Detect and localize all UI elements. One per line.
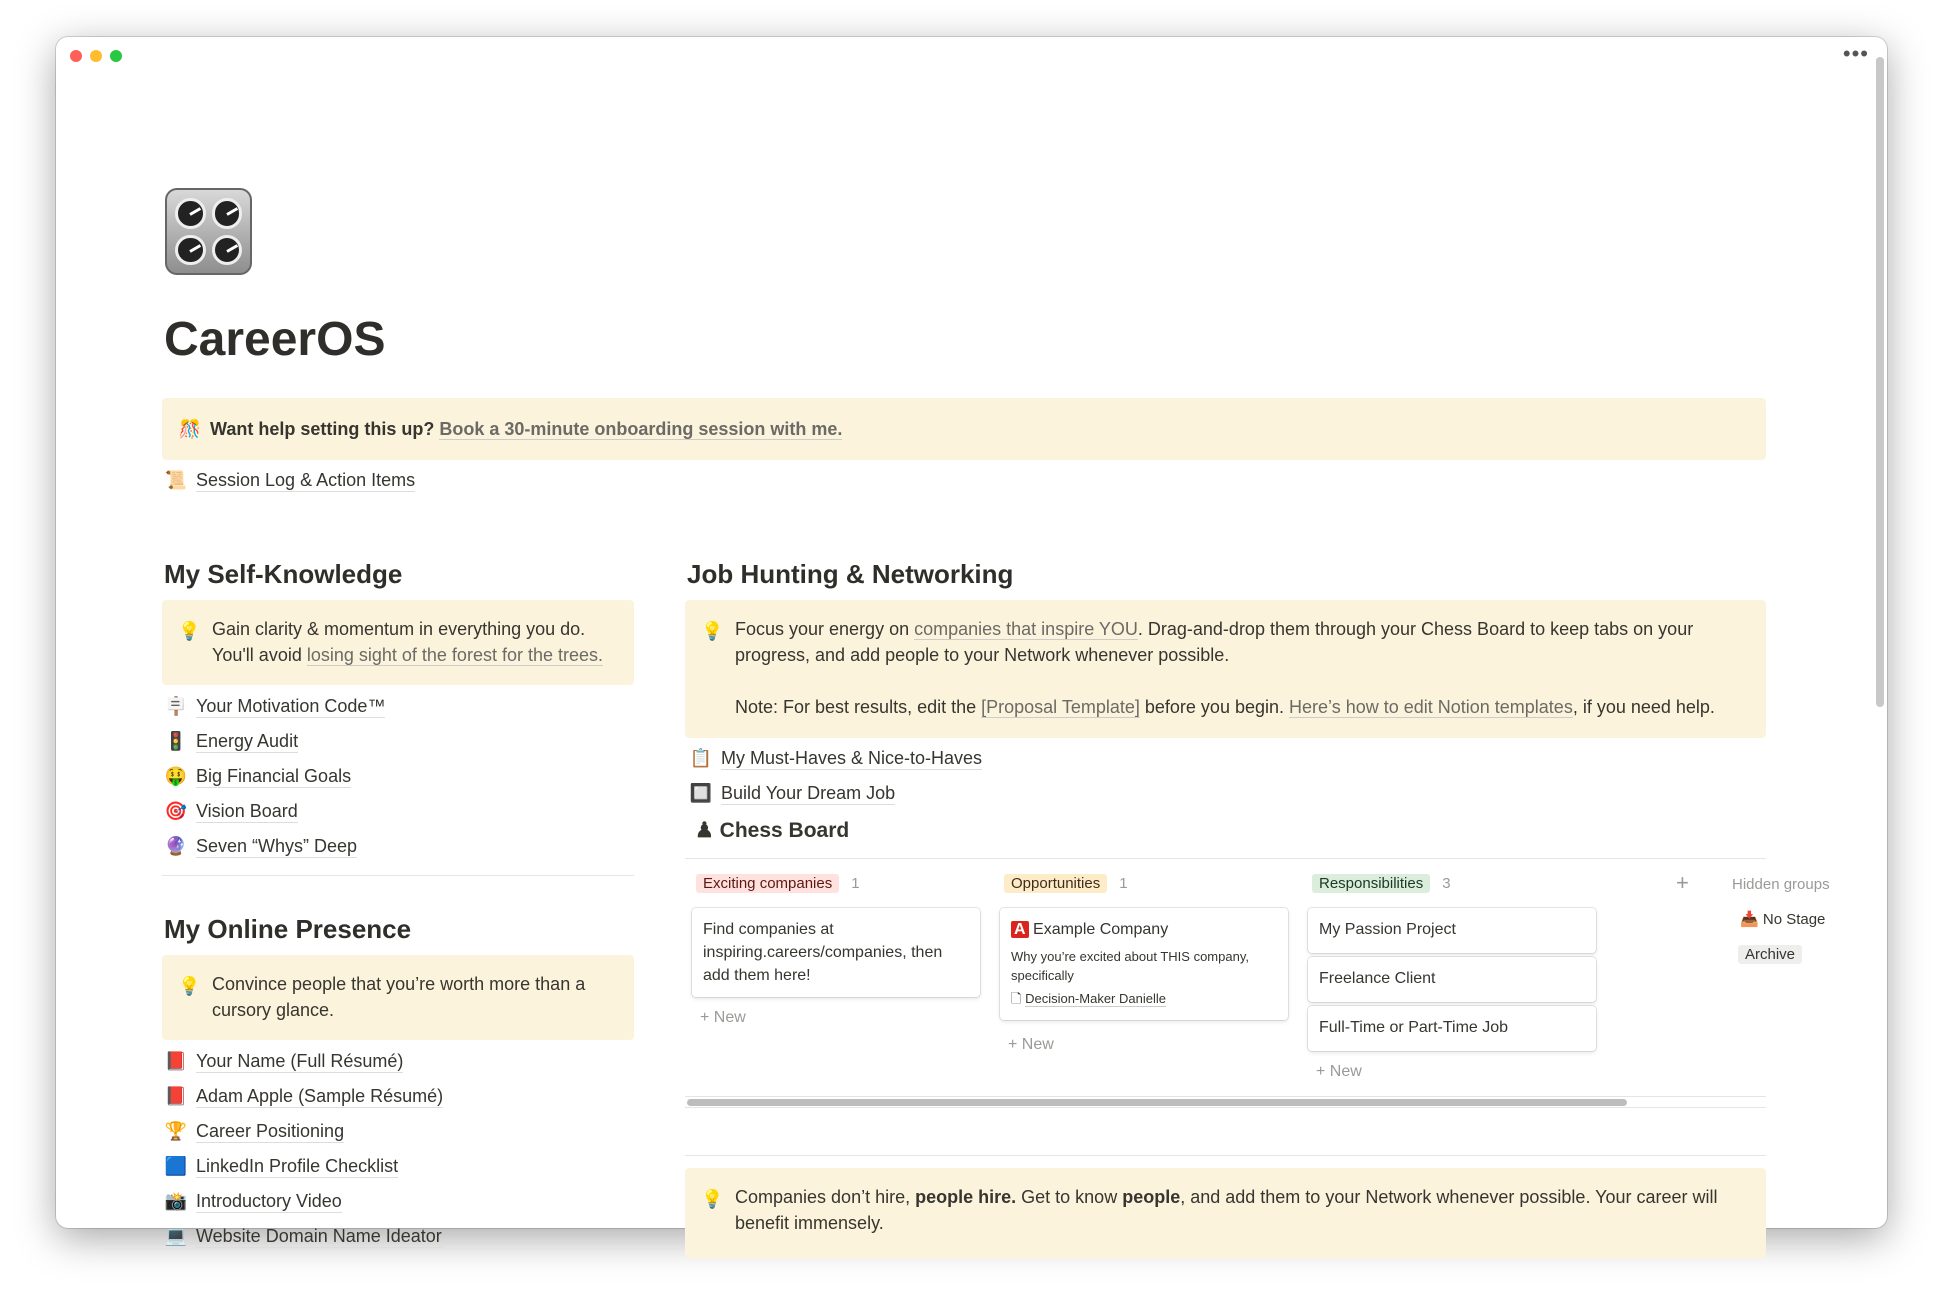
new-card-button[interactable]: + New <box>1316 1063 1362 1080</box>
archive-group[interactable]: Archive <box>1738 945 1802 964</box>
page-link[interactable]: 💻 Website Domain Name Ideator <box>164 1226 442 1246</box>
page-emoji-icon: 📕 <box>164 1086 188 1106</box>
divider <box>685 858 1766 859</box>
page-link[interactable]: 🪧 Your Motivation Code™ <box>164 696 386 716</box>
divider <box>685 1155 1766 1156</box>
lightbulb-icon: 💡 <box>178 976 201 996</box>
inbox-icon: 📥 <box>1740 911 1759 928</box>
minimize-button[interactable] <box>90 50 102 62</box>
self-knowledge-heading: My Self-Knowledge <box>164 559 403 589</box>
board-horizontal-scrollbar[interactable] <box>685 1096 1766 1108</box>
onboarding-link[interactable]: Book a 30-minute onboarding session with me. <box>439 419 843 439</box>
new-card-button[interactable]: + New <box>700 1009 746 1026</box>
page-emoji-icon: 📕 <box>164 1051 188 1071</box>
board-card[interactable]: A Example Company Why you’re excited about THIS company, specifically 🗋 Decision-Maker Danielle <box>1000 908 1288 1020</box>
page-emoji-icon: 🚦 <box>164 731 188 751</box>
add-group-button[interactable]: + <box>1676 870 1689 895</box>
page-icon: 🗋 <box>1011 991 1022 1006</box>
self-knowledge-callout: 💡 Gain clarity & momentum in everything you do. You'll avoid losing sight of the forest for the trees. <box>162 600 634 685</box>
page-emoji-icon: 🎯 <box>164 801 188 821</box>
board-card[interactable]: Find companies at inspiring.careers/companies, then add them here! <box>692 908 980 997</box>
hidden-groups-label: Hidden groups <box>1732 876 1830 893</box>
board-card[interactable]: My Passion Project <box>1308 908 1596 953</box>
page-emoji-icon: 📋 <box>689 748 713 768</box>
board-card[interactable]: Freelance Client <box>1308 957 1596 1002</box>
page-emoji-icon: 🪧 <box>164 696 188 716</box>
page-emoji-icon: 🏆 <box>164 1121 188 1141</box>
onboarding-banner: 🎊 Want help setting this up? Book a 30-minute onboarding session with me. <box>162 398 1766 460</box>
company-logo-icon: A <box>1011 921 1029 938</box>
confetti-icon: 🎊 <box>178 419 202 439</box>
control-knobs-icon <box>165 188 252 275</box>
relation-link[interactable]: 🗋 Decision-Maker Danielle <box>1011 991 1166 1006</box>
lightbulb-icon: 💡 <box>701 621 724 641</box>
page-emoji-icon: 💻 <box>164 1226 188 1246</box>
new-card-button[interactable]: + New <box>1008 1036 1054 1053</box>
edit-templates-link[interactable]: Here’s how to edit Notion templates <box>1289 697 1573 717</box>
proposal-template-link[interactable]: [Proposal Template] <box>981 697 1140 717</box>
network-callout: 💡 Companies don’t hire, people hire. Get to know people, and add them to your Network whenever possible. Your career will benefit immensely. <box>685 1168 1766 1258</box>
zoom-button[interactable] <box>110 50 122 62</box>
online-presence-heading: My Online Presence <box>164 914 412 944</box>
job-hunting-callout: 💡 Focus your energy on companies that inspire YOU. Drag-and-drop them through your Chess Board to keep tabs on your progress, and add people to your Network whenever possible. Note: For best results, edit the [Proposal Template] before you begin. Here’s how to edit Notion templates, if you need help. <box>685 600 1766 738</box>
page-link[interactable]: 📸 Introductory Video <box>164 1191 342 1211</box>
forest-trees-link[interactable]: losing sight of the forest for the trees. <box>306 645 603 665</box>
page-emoji-icon: 🔲 <box>689 783 713 803</box>
page-emoji-icon: 🤑 <box>164 766 188 786</box>
close-button[interactable] <box>70 50 82 62</box>
scrollbar-thumb[interactable] <box>687 1099 1627 1106</box>
page-emoji-icon: 📸 <box>164 1191 188 1211</box>
page-link[interactable]: 🔲 Build Your Dream Job <box>689 783 896 803</box>
job-hunting-list <box>689 741 982 811</box>
page-link[interactable]: 📋 My Must-Haves & Nice-to-Haves <box>689 748 983 768</box>
lightbulb-icon: 💡 <box>701 1189 724 1209</box>
divider <box>162 875 634 876</box>
page-emoji-icon: 🔮 <box>164 836 188 856</box>
page-link[interactable]: 🎯 Vision Board <box>164 801 298 821</box>
no-stage-group[interactable]: 📥 No Stage <box>1740 911 1826 928</box>
column-header-responsibilities[interactable]: Responsibilities 3 <box>1312 874 1451 893</box>
page-emoji-icon: 🟦 <box>164 1156 188 1176</box>
vertical-scrollbar[interactable] <box>1876 57 1884 707</box>
self-knowledge-list <box>164 689 385 864</box>
online-presence-callout: 💡 Convince people that you’re worth more than a cursory glance. <box>162 955 634 1040</box>
window-controls <box>70 50 122 62</box>
companies-link[interactable]: companies that inspire YOU <box>914 619 1138 639</box>
page-link[interactable]: 📕 Adam Apple (Sample Résumé) <box>164 1086 444 1106</box>
chess-board-title[interactable]: ♟ Chess Board <box>695 819 850 842</box>
lightbulb-icon: 💡 <box>178 621 201 641</box>
board-card[interactable]: Full-Time or Part-Time Job <box>1308 1006 1596 1051</box>
column-header-exciting[interactable]: Exciting companies 1 <box>696 874 860 893</box>
job-hunting-heading: Job Hunting & Networking <box>687 559 1014 589</box>
page-link[interactable]: 🚦 Energy Audit <box>164 731 299 751</box>
page-link[interactable]: 🟦 LinkedIn Profile Checklist <box>164 1156 399 1176</box>
page-link[interactable]: 🔮 Seven “Whys” Deep <box>164 836 358 856</box>
app-window <box>56 37 1887 1246</box>
scroll-icon: 📜 <box>164 470 188 490</box>
online-presence-list <box>164 1044 443 1254</box>
page-link[interactable]: 📕 Your Name (Full Résumé) <box>164 1051 404 1071</box>
more-options-button[interactable]: ••• <box>1842 41 1869 66</box>
page-link[interactable]: 🏆 Career Positioning <box>164 1121 345 1141</box>
page-title: CareerOS <box>164 313 386 366</box>
column-header-opportunities[interactable]: Opportunities 1 <box>1004 874 1128 893</box>
chess-pawn-icon: ♟ <box>695 819 714 842</box>
session-log-link[interactable]: 📜 Session Log & Action Items <box>164 470 416 490</box>
page-link[interactable]: 🤑 Big Financial Goals <box>164 766 352 786</box>
